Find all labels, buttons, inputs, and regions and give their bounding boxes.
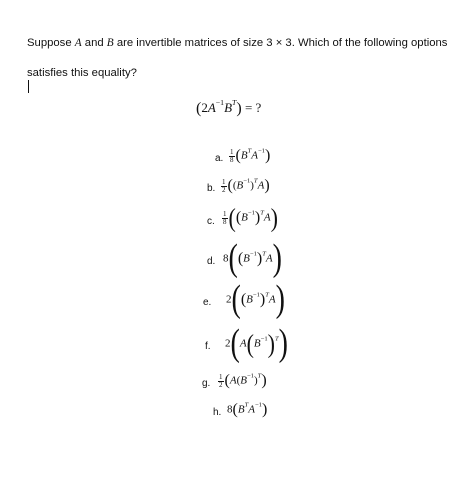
option-g-label: g. bbox=[202, 378, 211, 389]
option-d-expression[interactable]: $8((B^{-1})^TA)$ bbox=[223, 237, 282, 280]
option-b-label: b. bbox=[207, 183, 216, 194]
option-c-expression[interactable]: $\frac{1}{8}$ $((B^{-1})^TA)$ bbox=[223, 202, 278, 233]
option-b-expression[interactable]: $\frac{1}{2}$ $((B^{-1})^TA)$ bbox=[222, 177, 270, 194]
option-a-expression[interactable]: $\frac{1}{8}$ $(B^TA^{-1})$ bbox=[230, 147, 271, 164]
option-h-expression[interactable]: $8(B^TA^{-1})$ bbox=[227, 401, 268, 418]
option-e-expression[interactable]: $2((B^{-1})^TA)$ bbox=[226, 278, 285, 321]
option-d-label: d. bbox=[207, 256, 216, 267]
option-h-label: h. bbox=[213, 407, 222, 418]
var-b: B bbox=[106, 37, 114, 49]
var-a: A bbox=[74, 37, 82, 49]
main-equation: $(2A^{-1}B^T)$ = ? bbox=[196, 97, 262, 118]
question-text: Suppose A and B are invertible matrices of size 3 × 3. Which of the following options satisfies this equality? bbox=[27, 37, 448, 79]
text-cursor bbox=[28, 80, 29, 93]
option-f-label: f. bbox=[205, 341, 211, 352]
option-f-expression[interactable]: $2(A(B^{-1})^T)$ bbox=[225, 322, 288, 365]
option-e-label: e. bbox=[203, 297, 212, 308]
option-a-label: a. bbox=[215, 153, 224, 164]
option-c-label: c. bbox=[207, 216, 215, 227]
option-g-expression[interactable]: $\frac{1}{2}$ $(A(B^{-1})^T)$ bbox=[219, 372, 267, 389]
